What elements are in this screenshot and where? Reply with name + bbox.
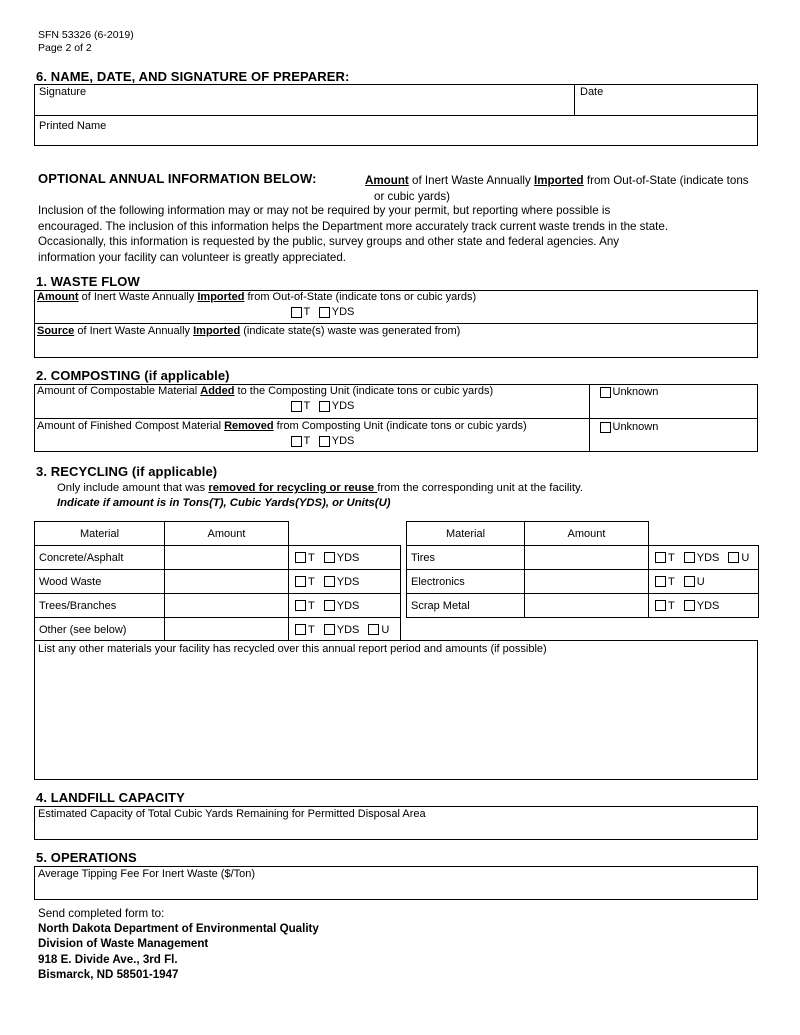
checkbox-scrap-metal-tons[interactable] [655,600,666,611]
optional-body-line-4: information your facility can volunteer is greatly appreciated. [38,250,347,264]
compost-removed-input[interactable] [36,433,286,450]
unit-label-u: U [696,575,705,588]
wf-text-a: of Inert Waste Annually [78,291,198,303]
checkbox-electronics-units[interactable] [684,576,695,587]
checkbox-label-t: T [303,306,311,318]
cell-material: Scrap Metal [407,594,525,618]
unit-label-yds: YDS [336,575,360,588]
checkbox-label-yds: YDS [331,435,355,447]
cell-units [649,594,759,618]
overlay-amount-word: Amount [365,174,409,187]
table-header-row [407,522,759,546]
header-amount: Amount [165,522,289,546]
optional-body-line-1: Inclusion of the following information may or may not be required by your permit, but reporting where possible is [38,204,611,217]
unit-label-yds: YDS [696,551,720,564]
compost-added-label [37,385,493,398]
recycling-note-c: from the corresponding unit at the facility. [377,482,583,494]
checkbox-compost-added-unknown[interactable] [600,387,611,398]
cell-material: Tires [407,546,525,570]
checkbox-electronics-tons[interactable] [655,576,666,587]
mailing-address-block [38,906,319,982]
unit-label-u: U [381,623,390,636]
cell-amount-scrap-metal[interactable] [525,594,649,618]
form-header [38,29,134,55]
compost-removed-text-b: from Composting Unit (indicate tons or cubic yards) [273,420,527,432]
printed-name-input[interactable] [35,132,757,145]
cell-amount-concrete-asphalt[interactable] [165,546,289,570]
overlay-text-line2: or cubic yards) [374,189,451,203]
compost-added-text-a: Amount of Compostable Material [37,385,201,397]
cell-amount-trees-branches[interactable] [165,594,289,618]
recycling-note-a: Only include amount that was [57,482,209,494]
unit-label-t: T [668,599,675,612]
checkbox-label-t: T [303,435,311,447]
division-name: Division of Waste Management [38,937,209,951]
compost-removed-label [37,420,527,433]
unit-label-yds: YDS [336,623,360,636]
wf-text-b: from Out-of-State (indicate tons or cubic yards) [244,291,477,303]
unit-label-t: T [668,575,675,588]
checkbox-tires-tons[interactable] [655,552,666,563]
tipping-fee-input[interactable] [36,882,756,898]
printed-name-label: Printed Name [39,120,107,132]
checkbox-other-yds[interactable] [324,624,335,635]
checkbox-concrete-asphalt-yds[interactable] [324,552,335,563]
recycling-units-note: Indicate if amount is in Tons(T), Cubic Yards(YDS), or Units(U) [57,497,391,509]
table-row [35,594,401,618]
optional-body-line-3: Occasionally, this information is requested by the public, survey groups and other state and federal agencies. Any [38,235,620,249]
compost-added-input[interactable] [36,398,286,415]
unit-label-yds: YDS [696,599,720,612]
checkbox-label-yds: YDS [331,306,355,318]
checkbox-other-units[interactable] [368,624,379,635]
cell-units [649,570,759,594]
section-2-unknown-divider [589,384,590,452]
signature-input[interactable] [35,99,573,114]
section-5-title: 5. OPERATIONS [36,850,137,865]
checkbox-other-tons[interactable] [295,624,306,635]
cell-units [289,618,401,642]
checkbox-scrap-metal-yds[interactable] [684,600,695,611]
compost-added-units [291,400,354,412]
cell-material: Other (see below) [35,618,165,642]
date-label: Date [580,86,604,98]
compost-removed-unknown [600,421,658,433]
checkbox-tires-units[interactable] [728,552,739,563]
wf-source-text-b: (indicate state(s) waste was generated from) [240,325,461,337]
recycling-note-emphasis: removed for recycling or reuse [208,482,378,494]
unit-label-yds: YDS [336,551,360,564]
checkbox-waste-flow-yds[interactable] [319,307,330,318]
compost-removed-word: Removed [224,420,274,432]
compost-added-text-b: to the Composting Unit (indicate tons or cubic yards) [234,385,494,397]
table-header-row [35,522,401,546]
compost-removed-text-a: Amount of Finished Compost Material [37,420,225,432]
section-1-title: 1. WASTE FLOW [36,274,140,289]
date-input[interactable] [576,99,757,114]
unit-label-t: T [308,623,315,636]
checkbox-compost-removed-unknown[interactable] [600,422,611,433]
form-number: SFN 53326 (6-2019) [38,29,134,41]
waste-flow-source-label [37,325,460,338]
wf-source-word: Source [37,325,75,337]
landfill-capacity-input[interactable] [36,822,756,838]
overlay-text-b: from Out-of-State (indicate tons [583,174,749,187]
header-units-spacer [289,522,401,546]
table-row [35,618,401,642]
checkbox-compost-removed-yds[interactable] [319,436,330,447]
street-address: 918 E. Divide Ave., 3rd Fl. [38,952,178,966]
cell-units [649,546,759,570]
other-materials-input[interactable] [36,658,756,778]
checkbox-label-t: T [303,400,311,412]
section-3-title: 3. RECYCLING (if applicable) [36,464,218,479]
city-state-zip: Bismarck, ND 58501-1947 [38,967,179,981]
checkbox-compost-removed-tons[interactable] [291,436,302,447]
optional-info-overlay-text [365,173,765,204]
checkbox-wood-waste-yds[interactable] [324,576,335,587]
table-row [35,570,401,594]
compost-added-unknown [600,386,658,398]
checkbox-concrete-asphalt-tons[interactable] [295,552,306,563]
recycling-table-left [34,521,401,642]
checkbox-label-unknown: Unknown [612,386,659,398]
wf-source-imported-word: Imported [193,325,241,337]
wf-imported-word: Imported [197,291,245,303]
unit-label-t: T [308,551,315,564]
agency-name: North Dakota Department of Environmental Quality [38,922,319,936]
unit-label-yds: YDS [336,599,360,612]
waste-flow-source-input[interactable] [36,339,756,356]
overlay-text-a: of Inert Waste Annually [408,174,535,187]
wf-amount-word: Amount [37,291,79,303]
header-amount: Amount [525,522,649,546]
section-1-row-divider [34,323,758,324]
wf-source-text-a: of Inert Waste Annually [74,325,194,337]
landfill-capacity-label: Estimated Capacity of Total Cubic Yards Remaining for Permitted Disposal Area [38,808,426,820]
recycling-note [57,481,583,496]
cell-units [289,546,401,570]
cell-amount-wood-waste[interactable] [165,570,289,594]
section-6-row-divider [34,115,758,116]
checkbox-compost-added-yds[interactable] [319,401,330,412]
table-row [407,546,759,570]
signature-label: Signature [39,86,87,98]
checkbox-label-unknown: Unknown [612,421,659,433]
header-material: Material [35,522,165,546]
waste-flow-amount-label [37,291,476,304]
section-2-row-divider [34,418,758,419]
table-row [407,570,759,594]
checkbox-label-yds: YDS [331,400,355,412]
other-materials-label: List any other materials your facility has recycled over this annual report period and amounts (if possible) [38,643,547,655]
section-6-title: 6. NAME, DATE, AND SIGNATURE OF PREPARER: [36,69,350,84]
checkbox-trees-branches-yds[interactable] [324,600,335,611]
send-to-label: Send completed form to: [38,907,165,920]
recycling-table-right [406,521,759,618]
compost-removed-units [291,435,354,447]
unit-label-u: U [741,551,750,564]
unit-label-t: T [308,599,315,612]
page-label: Page 2 of 2 [38,42,92,54]
overlay-imported-word: Imported [534,174,584,187]
cell-units [289,570,401,594]
checkbox-tires-yds[interactable] [684,552,695,563]
cell-amount-electronics[interactable] [525,570,649,594]
cell-material: Electronics [407,570,525,594]
checkbox-wood-waste-tons[interactable] [295,576,306,587]
section-6-date-divider [574,84,575,115]
header-units-spacer [649,522,759,546]
unit-label-t: T [668,551,675,564]
table-row [35,546,401,570]
cell-material: Trees/Branches [35,594,165,618]
cell-amount-tires[interactable] [525,546,649,570]
checkbox-compost-added-tons[interactable] [291,401,302,412]
cell-units [289,594,401,618]
checkbox-waste-flow-tons[interactable] [291,307,302,318]
compost-added-word: Added [200,385,235,397]
unit-label-t: T [308,575,315,588]
section-4-title: 4. LANDFILL CAPACITY [36,790,185,805]
waste-flow-amount-units [291,306,354,318]
table-row [407,594,759,618]
cell-amount-other[interactable] [165,618,289,642]
optional-body-line-2: encouraged. The inclusion of this information helps the Department more accurately track current waste trends in the state. [38,219,669,233]
cell-material: Concrete/Asphalt [35,546,165,570]
optional-info-body [38,203,768,265]
header-material: Material [407,522,525,546]
cell-material: Wood Waste [35,570,165,594]
waste-flow-amount-input[interactable] [36,304,286,321]
tipping-fee-label: Average Tipping Fee For Inert Waste ($/Ton) [38,868,256,880]
section-2-title: 2. COMPOSTING (if applicable) [36,368,230,383]
checkbox-trees-branches-tons[interactable] [295,600,306,611]
optional-info-heading: OPTIONAL ANNUAL INFORMATION BELOW: [38,171,317,186]
